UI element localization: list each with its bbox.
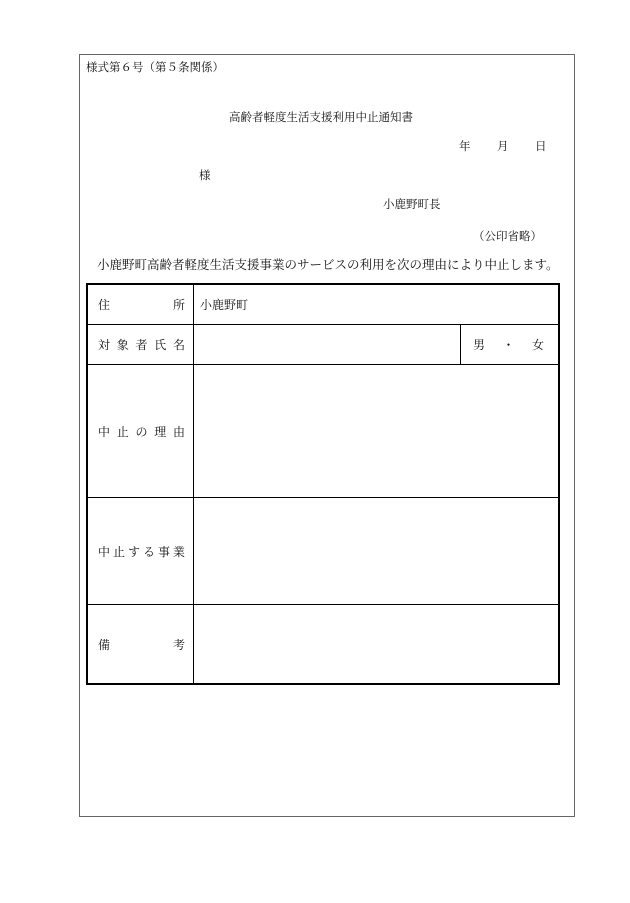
service-row <box>88 498 558 605</box>
service-field[interactable] <box>194 498 558 604</box>
gender-separator: ・ <box>502 338 515 352</box>
seal-note: （公印省略） <box>473 229 542 243</box>
name-label: 対 象 者 氏 名 <box>88 325 194 364</box>
issuer: 小鹿野町長 <box>383 197 441 211</box>
document-title: 高齢者軽度生活支援利用中止通知書 <box>229 110 413 124</box>
notice-text: 小鹿野町高齢者軽度生活支援事業のサービスの利用を次の理由により中止します。 <box>97 257 559 272</box>
remarks-label: 備 考 <box>88 605 194 683</box>
reason-row <box>88 365 558 498</box>
recipient-suffix: 様 <box>199 168 211 182</box>
remarks-row <box>88 605 558 683</box>
gender-female[interactable]: 女 <box>531 338 544 352</box>
name-field[interactable] <box>194 325 460 364</box>
address-label: 住 所 <box>88 285 194 324</box>
name-row <box>88 325 558 365</box>
remarks-field[interactable] <box>194 605 558 683</box>
service-label: 中 止 す る 事 業 <box>88 498 194 604</box>
form-number: 様式第６号（第５条関係） <box>86 60 224 74</box>
date-year: 年 <box>459 139 471 153</box>
reason-field[interactable] <box>194 365 558 497</box>
address-field[interactable]: 小鹿野町 <box>200 298 249 312</box>
gender-male[interactable]: 男 <box>473 338 486 352</box>
gender-field[interactable] <box>460 325 558 364</box>
date-day: 日 <box>535 139 547 153</box>
address-row <box>88 285 558 325</box>
form-table <box>86 283 560 685</box>
date-month: 月 <box>497 139 509 153</box>
reason-label: 中 止 の 理 由 <box>88 365 194 497</box>
